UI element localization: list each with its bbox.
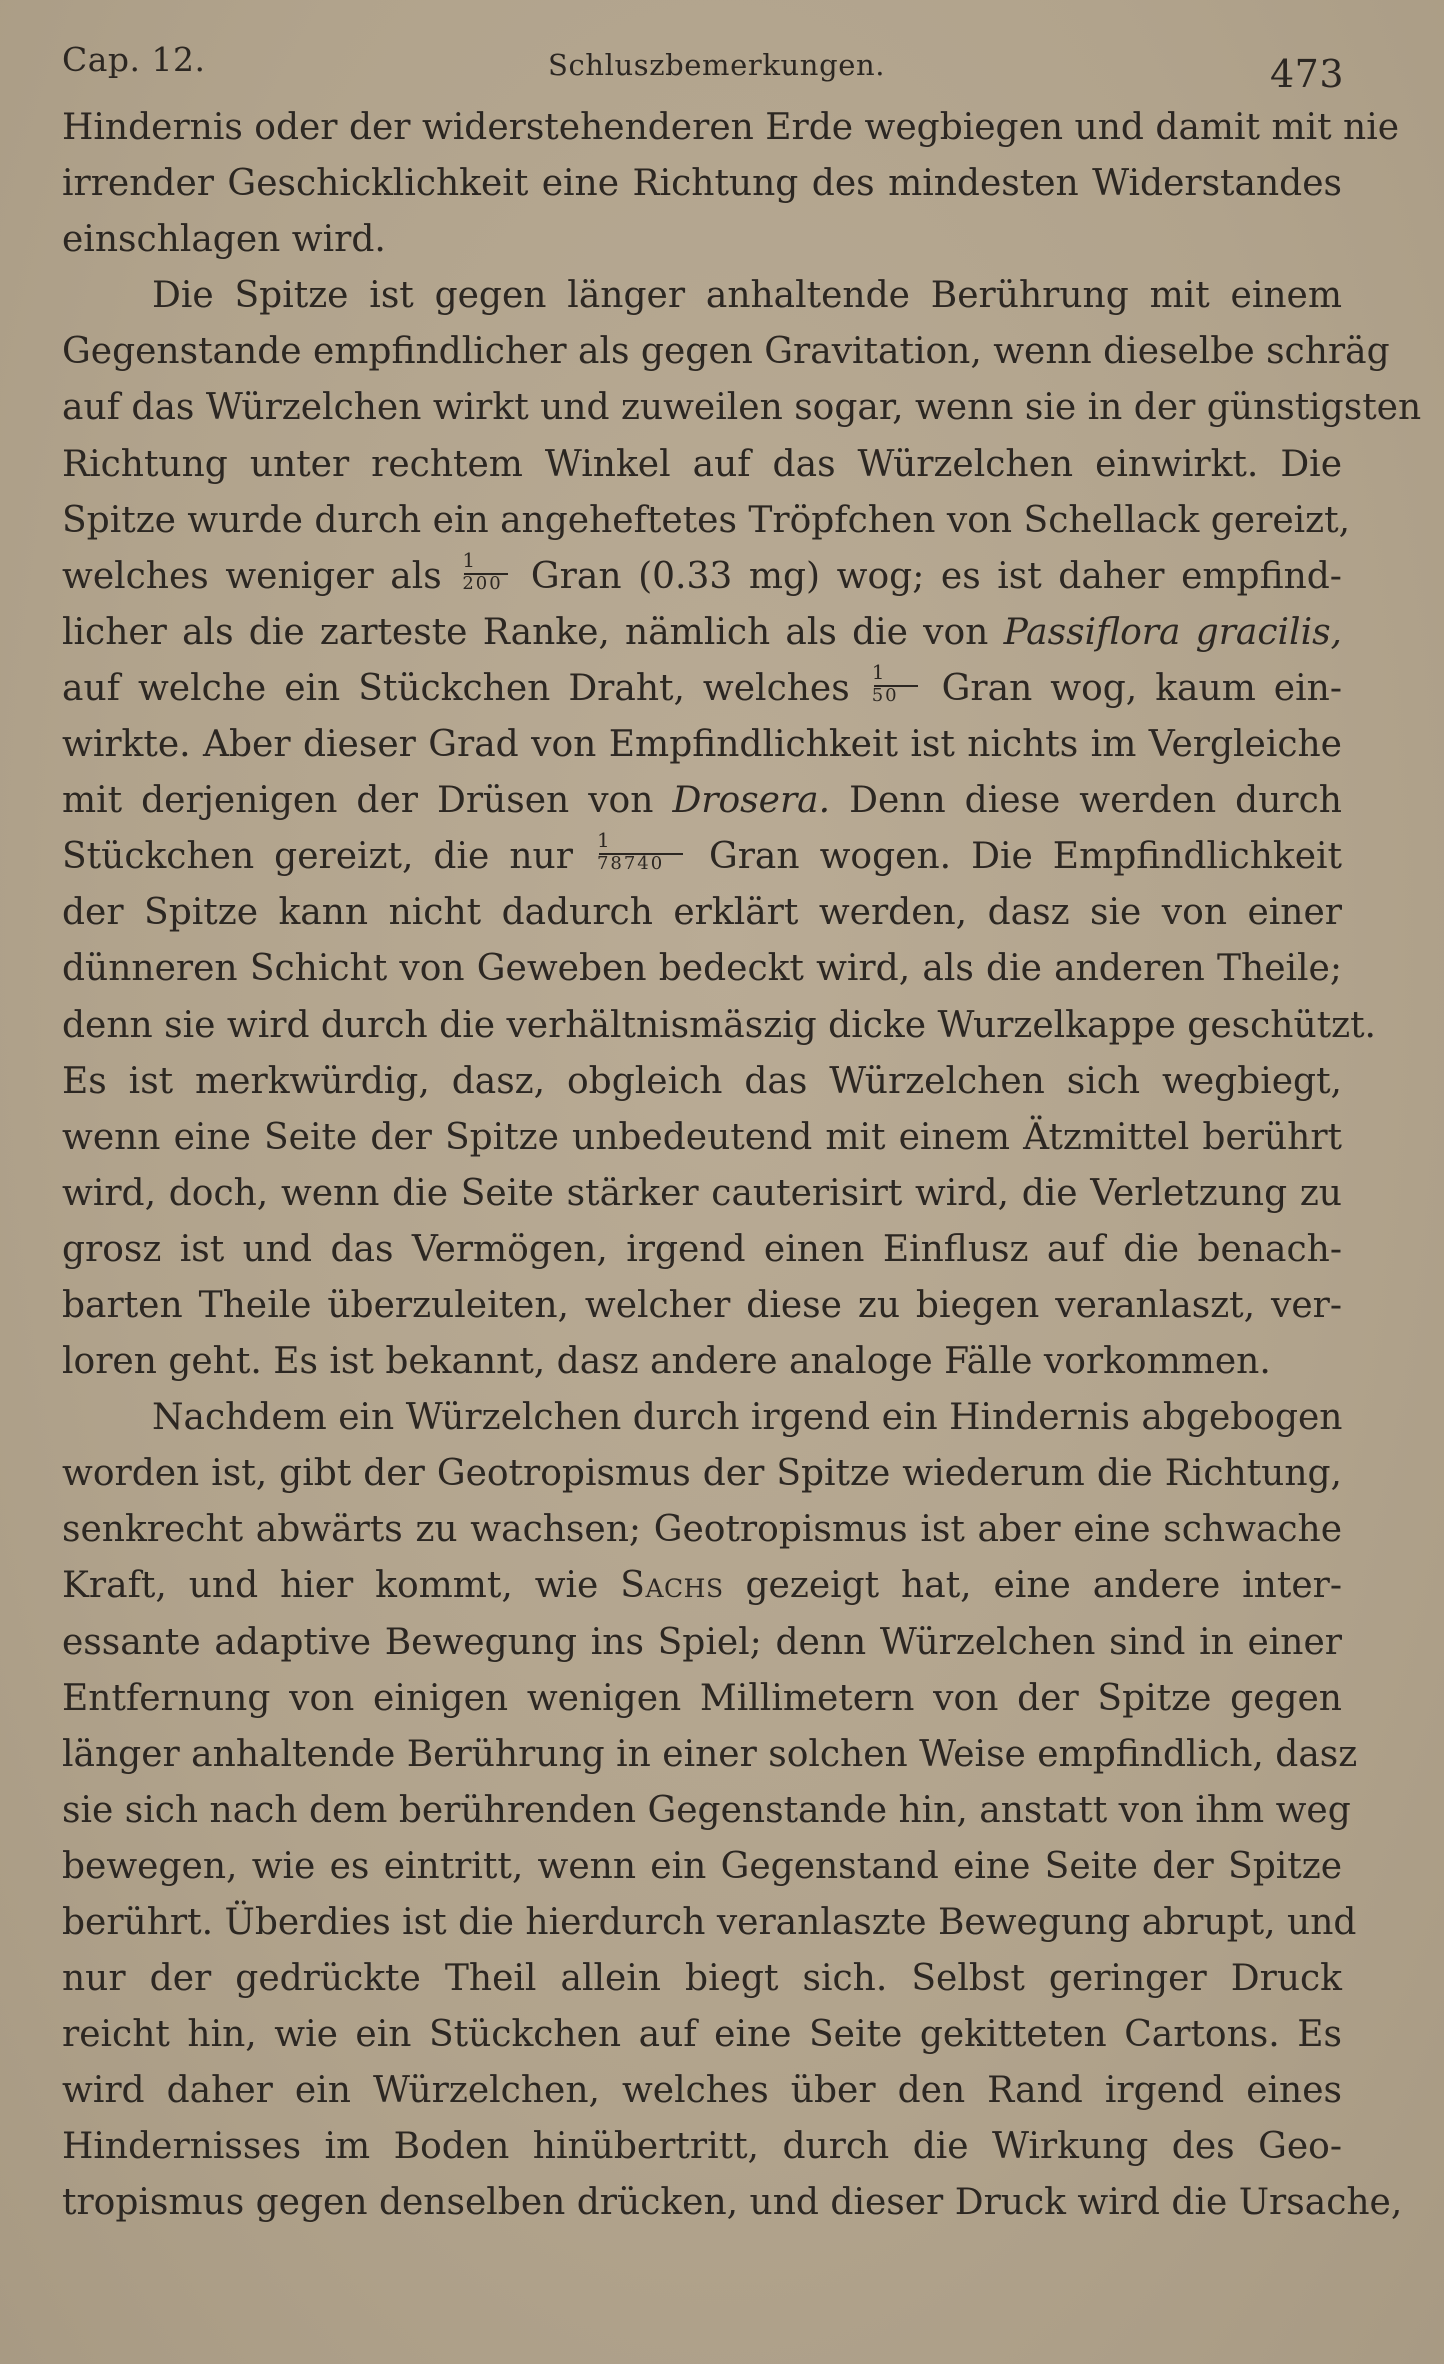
book-page <box>62 36 1422 2232</box>
text-line: reicht hin, wie ein Stückchen auf eine Seite gekitteten Cartons. Es <box>62 2014 1342 2056</box>
text-line: essante adaptive Bewegung ins Spiel; denn Würzelchen sind in einer <box>62 1621 1342 1663</box>
running-title: Schluszbemerkungen. <box>548 48 886 82</box>
text-line <box>62 605 1342 661</box>
fraction-denominator: 50 <box>871 684 899 706</box>
text-line: sie sich nach dem berührenden Gegenstande hin, anstatt von ihm weg <box>62 1789 1351 1831</box>
line-segment: gezeigt hat, eine andere inter- <box>745 1565 1342 1607</box>
text-line: wirkte. Aber dieser Grad von Empfindlichkeit ist nichts im Vergleiche <box>62 724 1342 766</box>
text-line <box>62 661 1342 717</box>
text-line <box>62 829 1342 885</box>
paragraph-start-line: Die Spitze ist gegen länger anhaltende Berührung mit einem <box>152 275 1342 317</box>
text-line: Richtung unter rechtem Winkel auf das Würzelchen einwirkt. Die <box>62 443 1342 485</box>
paragraph-start-line: Nachdem ein Würzelchen durch irgend ein Hindernis abgebogen <box>152 1397 1343 1439</box>
text-line: senkrecht abwärts zu wachsen; Geotropismus ist aber eine schwache <box>62 1509 1342 1551</box>
line-segment: mit derjenigen der Drüsen von <box>62 780 654 822</box>
text-line: Es ist merkwürdig, dasz, obgleich das Würzelchen sich wegbiegt, <box>62 1060 1342 1102</box>
running-header <box>62 36 1342 100</box>
text-line: der Spitze kann nicht dadurch erklärt werden, dasz sie von einer <box>62 892 1342 934</box>
text-line: worden ist, gibt der Geotropismus der Spitze wiederum die Richtung, <box>62 1453 1342 1495</box>
line-segment: Gran (0.33 mg) wog; es ist daher empfind- <box>530 555 1342 597</box>
chapter-label: Cap. 12. <box>62 40 206 79</box>
text-line: wird, doch, wenn die Seite stärker cauterisirt wird, die Verletzung zu <box>62 1172 1342 1214</box>
fraction-1-78740 <box>596 828 685 875</box>
line-segment: Kraft, und hier kommt, wie <box>62 1565 599 1607</box>
line-segment: Gran wogen. Die Empfindlichkeit <box>708 836 1342 878</box>
text-line: grosz ist und das Vermögen, irgend einen Einflusz auf die benach- <box>62 1228 1342 1270</box>
text-line: loren geht. Es ist bekannt, dasz andere analoge Fälle vorkommen. <box>62 1341 1271 1383</box>
text-line: berührt. Überdies ist die hierdurch veranlaszte Bewegung abrupt, und <box>62 1902 1357 1943</box>
italic-genus-name: Drosera. <box>672 780 831 822</box>
text-line: Gegenstande empfindlicher als gegen Gravitation, wenn dieselbe schräg <box>62 331 1390 373</box>
text-line: Spitze wurde durch ein angeheftetes Tröpfchen von Schellack gereizt, <box>62 499 1351 541</box>
text-line <box>62 549 1342 605</box>
fraction-denominator: 78740 <box>596 853 665 875</box>
line-segment: Stückchen gereizt, die nur <box>62 836 573 878</box>
text-line: nur der gedrückte Theil allein biegt sich. Selbst geringer Druck <box>62 1958 1342 2000</box>
line-segment: welches weniger als <box>62 555 442 597</box>
text-line: wenn eine Seite der Spitze unbedeutend mit einem Ätzmittel berührt <box>62 1116 1342 1158</box>
line-segment: Gran wog, kaum ein- <box>941 667 1342 709</box>
text-line: Hindernis oder der widerstehenderen Erde wegbiegen und damit mit nie <box>62 107 1400 148</box>
fraction-1-200 <box>462 547 510 594</box>
text-line: wird daher ein Würzelchen, welches über den Rand irgend eines <box>62 2070 1342 2112</box>
fraction-denominator: 200 <box>462 572 503 594</box>
text-line: tropismus gegen denselben drücken, und dieser Druck wird die Ursache, <box>62 2182 1403 2224</box>
text-line: irrender Geschicklichkeit eine Richtung des mindesten Widerstandes <box>62 163 1342 205</box>
text-line: barten Theile überzuleiten, welcher diese zu biegen veranlaszt, ver- <box>62 1284 1342 1326</box>
line-segment: Denn diese werden durch <box>849 780 1342 822</box>
fraction-numerator: 1 <box>462 547 476 572</box>
text-line: Hindernisses im Boden hinübertritt, durch die Wirkung des Geo- <box>62 2126 1342 2168</box>
text-line: denn sie wird durch die verhältnismäszig dicke Wurzelkappe geschützt. <box>62 1004 1376 1046</box>
text-line: Entfernung von einigen wenigen Millimetern von der Spitze gegen <box>62 1677 1342 1719</box>
text-line: dünneren Schicht von Geweben bedeckt wird, als die anderen Theile; <box>62 948 1342 990</box>
text-line: bewegen, wie es eintritt, wenn ein Gegenstand eine Seite der Spitze <box>62 1845 1342 1887</box>
text-line: auf das Würzelchen wirkt und zuweilen sogar, wenn sie in der günstigsten <box>62 387 1422 429</box>
text-line: einschlagen wird. <box>62 219 386 261</box>
fraction-numerator: 1 <box>871 659 885 684</box>
text-line: länger anhaltende Berührung in einer solchen Weise empfindlich, dasz <box>62 1733 1358 1775</box>
fraction-1-50 <box>871 659 920 706</box>
author-name-smallcaps: Sachs <box>620 1565 724 1607</box>
italic-species-name: Passiflora gracilis, <box>1003 611 1342 653</box>
line-segment: licher als die zarteste Ranke, nämlich als die von <box>62 611 989 653</box>
line-segment: auf welche ein Stückchen Draht, welches <box>62 667 850 709</box>
fraction-numerator: 1 <box>596 828 610 853</box>
text-line <box>62 1558 1342 1614</box>
text-line <box>62 773 1342 829</box>
page-number: 473 <box>1269 52 1344 96</box>
body-text <box>62 100 1422 2232</box>
